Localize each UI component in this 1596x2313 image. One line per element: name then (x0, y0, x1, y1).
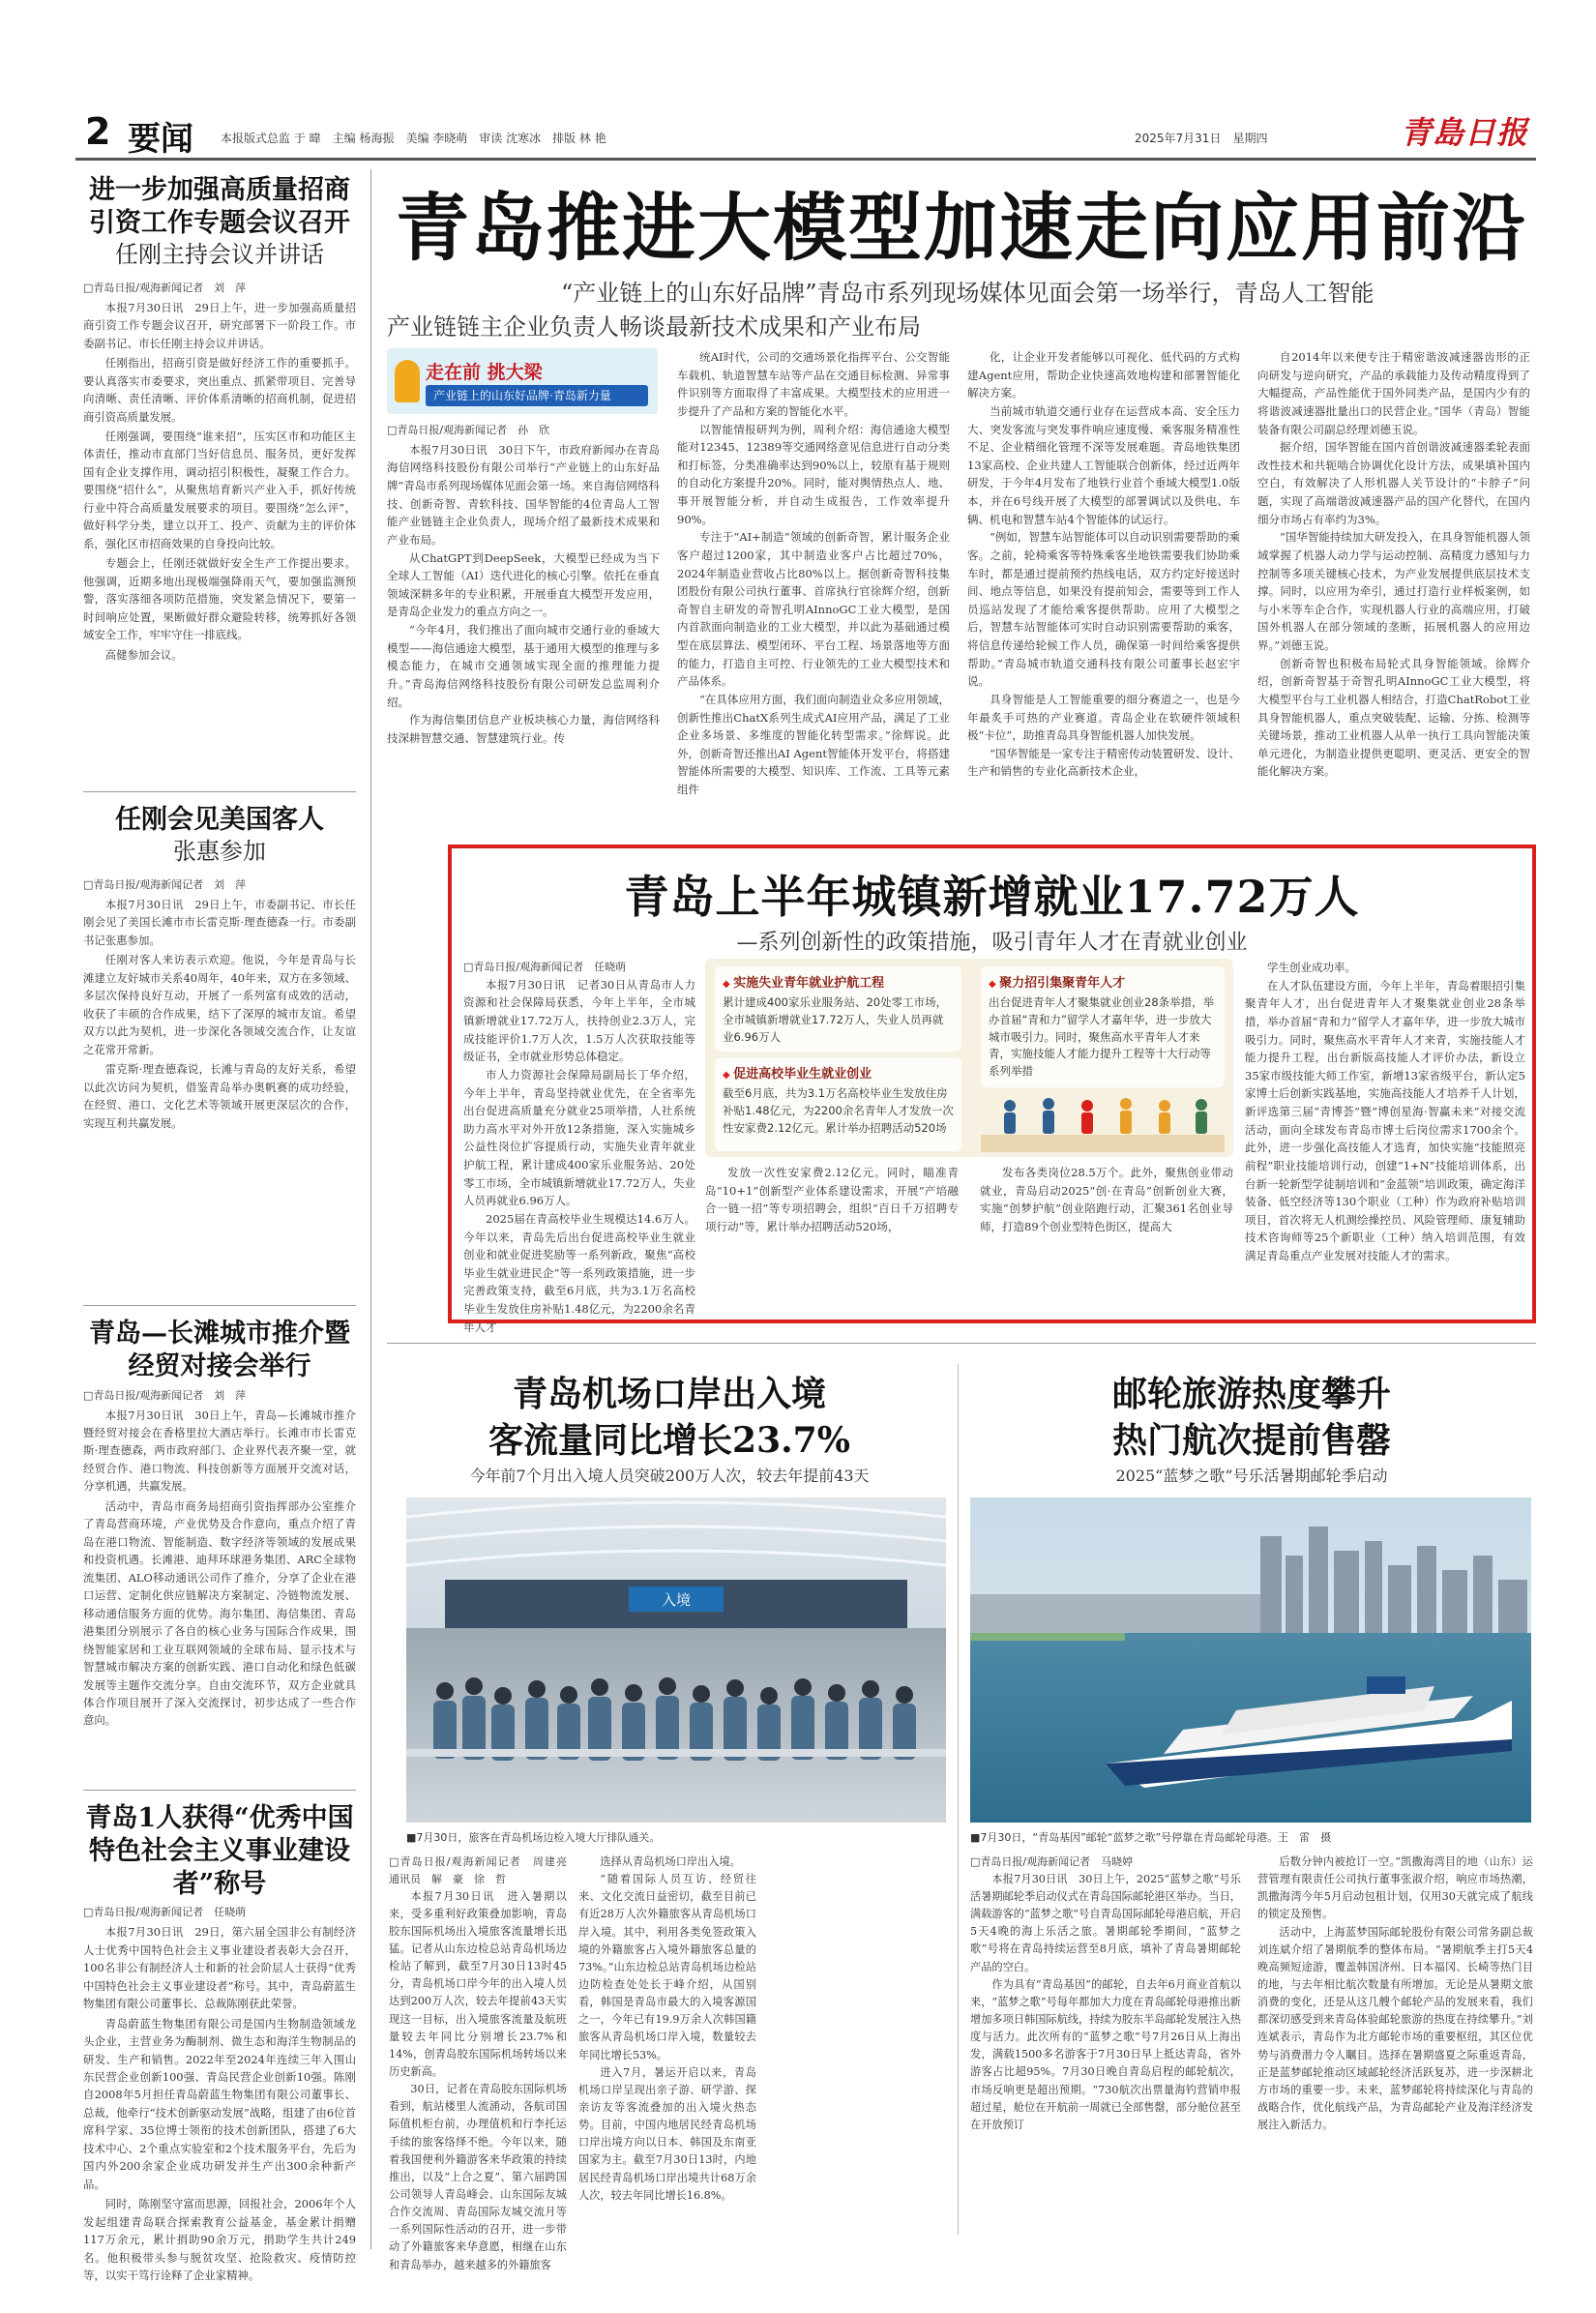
photo-sign-text: 入境 (661, 1591, 692, 1609)
newspaper-logo: 青島日报 (1401, 114, 1529, 151)
article-paragraph: 统AI时代，公司的交通场景化指挥平台、公交智能车载机、轨道智慧车站等产品在交通目标检测、异常事件识别等方面取得了丰富成果。大模型技术的应用进一步提升了产品和方案的智能化水平。 (677, 350, 950, 418)
article-paragraph: “国华智能持续加大研发投入，在具身智能机器人领域掌握了机器人动力学与运动控制、高精度力感知与力控制等多项关键核心技术，为产业发展提供底层技术支撑。同时，以应用为牵引，通过打造行业样板案例，如与小米等车企合作，实现机器人行业的高端应用，打破国外机器人在部分领域的垄断，拓展机器人的应用边界。”刘德玉说。 (1257, 530, 1530, 652)
article-paragraph: 本报7月30日讯 30日上午，青岛—长滩城市推介暨经贸对接会在香格里拉大酒店举行。长滩市市长雷克斯·理查德森，两市政府部门、企业界代表齐聚一堂，就经贸合作、港口物流、科技创新等方面展开交流对话，分享机遇，共赢发展。 (83, 1408, 356, 1494)
article-paragraph: 青岛蔚蓝生物集团有限公司是国内生物制造领域龙头企业，主营业务为酶制剂、微生态和海洋生物制品的研发、生产和销售。2022年至2024年连续三年入围山东民营企业创新100强、青岛民营企业创新10强。陈刚自2008年5月担任青岛蔚蓝生物集团有限公司董事长、总裁，他牵行“技术创新驱动发展”战略，组建了由6位首席科学家、35位博士领衔的技术创新团队，搭建了6大技术中心、2个重点实验室和2个技术服务平台，先后为国内外200余家企业成功研发并生产出300余种新产品。 (83, 2016, 356, 2191)
employment-column-4 (1245, 959, 1525, 1319)
article-byline: □青岛日报/观海新闻记者 孙 欣 (387, 424, 550, 436)
article-paragraph: 任刚对客人来访表示欢迎。他说，今年是青岛与长滩建立友好城市关系40周年，40年来，双方在多领域、多层次保持良好互动，开展了一系列富有成效的活动，收获了丰硕的合作成果，结下了深厚的城市友谊。希望双方以此为契机，进一步深化各领域交流合作，让友谊之花常开常新。 (83, 953, 356, 1056)
article-paragraph: “在具体应用方面，我们面向制造业众多应用领域，创新性推出ChatX系列生成式AI应用产品，满足了工业企业多场景、多维度的智能化转型需求。”徐辉说。此外，创新奇智还推出AI Agent智能体开发平台，将搭建智能体所需要的大模型、知识库、工作流、工具等元素组件 (677, 692, 950, 796)
infographic-card-text: 截至6月底，共为3.1万名高校毕业生发放住房补贴1.48亿元，为2200余名青年人才发放一次性安家费2.12亿元。累计举办招聘活动520场 (723, 1086, 954, 1135)
article-paragraph: “例如，智慧车站智能体可以自动识别需要帮助的乘客。之前，轮椅乘客等特殊乘客坐地铁需要我们协助乘车时，都是通过提前预约热线电话，双方约定好接送时间、地点等信息，如果没有提前知会，需要等到工作人员巡站发现了才能给乘客提供帮助。应用了大模型之后，智慧车站智能体可实时自动识别需要帮助的乘客，将信息传递给轮候工作人员，确保第一时间给乘客提供帮助。”青岛城市轨道交通科技有限公司董事长赵宏宇说。 (967, 530, 1240, 689)
article-paragraph: “今年4月，我们推出了面向城市交通行业的垂域大模型——海信通途大模型，基于通用大模型的推理与多模态能力，在城市交通领域实现全面的推理能力提升。”青岛海信网络科技股份有限公司研发总监周利介绍。 (387, 623, 660, 709)
article-paragraph: 本报7月30日讯 29日上午，市委副书记、市长任刚会见了美国长滩市市长雷克斯·理查德森一行。市委副书记张惠参加。 (83, 897, 356, 947)
main-article-column-2 (677, 348, 950, 832)
main-subheadline (387, 277, 1536, 344)
article-paragraph: 2025届在青高校毕业生规模达14.6万人。今年以来，青岛先后出台促进高校毕业生就业创业和就业促进奖励等一系列新政，聚焦“高校毕业生就业进民企”等一系列政策措施，进一步完善政策支持，截至6月底，共为3.1万名高校毕业生发放住房补贴1.48亿元，为2200余名青年人才 (463, 1211, 695, 1334)
article-headline: 青岛—长滩城市推介暨经贸对接会举行 (89, 1319, 350, 1381)
column-divider (958, 1364, 959, 2235)
article-paragraph: 当前城市轨道交通行业存在运营成本高、安全压力大、突发客流与突发事件响应速度慢、乘客服务精准性不足、企业精细化管理不深等发展难题。青岛地铁集团13家高校、企业共建人工智能联合创新体，经过近两年研发，于今年4月发布了地铁行业首个垂域大模型1.0版本，并在6号线开展了大模型的部署调试以及供电、车辆、机电和智慧车站4个智能体的试运行。 (967, 403, 1240, 526)
airport-column-1 (389, 1853, 577, 2271)
article-headline: 进一步加强高质量招商引资工作专题会议召开 (89, 175, 350, 238)
article-paragraph: 雷克斯·理查德森说，长滩与青岛的友好关系，希望以此次访问为契机，借鉴青岛举办奥帆赛的成功经验，在经贸、港口、文化艺术等领域开展更深层次的合作，实现互利共赢发展。 (83, 1062, 356, 1130)
main-article-column-1 (387, 348, 660, 832)
main-headline: 青岛推进大模型加速走向应用前沿 (396, 185, 1527, 271)
article-paragraph: 市人力资源社会保障局副局长丁华介绍，今年上半年，青岛坚持就业优先，在全省率先出台促进高质量充分就业25项举措，人社系统助力高水平对外开放12条措施，深入实施城乡公益性岗位扩容提质行动，实施失业青年就业护航工程，累计建成400家乐业服务站、20处零工市场，全市城镇新增就业17.72万人，失业人员再就业6.96万人。 (463, 1067, 695, 1208)
article-paragraph: 作为海信集团信息产业板块核心力量，海信网络科技深耕智慧交通、智慧建筑行业。传 (387, 713, 660, 745)
article-outstanding-builder (83, 1802, 356, 2283)
airport-headline-line: 青岛机场口岸出入境 (512, 1374, 826, 1414)
infographic-card (981, 966, 1225, 1087)
article-byline: □青岛日报/观海新闻记者 刘 萍 (83, 877, 247, 891)
airport-hall-photo (406, 1498, 946, 1823)
airport-headline (389, 1372, 950, 1464)
article-paragraph: 发放一次性安家费2.12亿元。同时，瞄准青岛“10+1”创新型产业体系建设需求，开展“产培融合一链一招”等专项招聘会，组织“百日千万招聘专项行动”等，累计举办招聘活动520场， (705, 1166, 959, 1233)
article-paragraph: 同时，陈刚坚守富而思源，回报社会，2006年个人发起组建青岛联合探索教育公益基金，基金累计捐赠117万余元，累计捐助90余万元，捐助学生共计249名。他积极带头参与脱贫攻坚、抢险救灾、疫情防控等，以实干笃行诠释了企业家精神。 (83, 2197, 356, 2283)
airport-photo-caption: ■7月30日，旅客在青岛机场边检入境大厅排队通关。 (406, 1831, 661, 1844)
article-paragraph: 活动中，青岛市商务局招商引资指挥部办公室推介了青岛营商环境，产业优势及合作意向，重点介绍了青岛在港口物流、智能制造、数字经济等领域的发展成果和投资机遇。长滩港、迪拜环球港务集团、ARC全球物流集团、ALO移动通讯公司作了推介，分享了企业在港口运营、定制化供应链解决方案制定、冷链物流发展、移动通信服务方面的优势。海尔集团、海信集团、青岛港集团分别展示了各自的核心业务与国际合作成果，围绕智能家居和工业互联网领域的全球布局、显示技术与智慧城市解决方案的创新实践、港口自动化和绿色低碳发展等主题作交流分享。自由交流环节，双方企业就具体合作项目展开了深入交流探讨，初步达成了一些合作意向。 (83, 1498, 356, 1728)
article-byline: □青岛日报/观海新闻记者 马晓婷 (970, 1855, 1134, 1868)
masthead (75, 108, 1536, 161)
article-paragraph: 任刚强调，要围绕“谁来招”，压实区市和功能区主体责任，推动市直部门当好信息员、服务员，更好发挥国有企业支撑作用，调动招引积极性，凝聚工作合力。要围绕“招什么”，从聚焦培育新兴产业入手，抓好传统行业中符合高质量发展要求的项目。要围绕“怎么评”，做好科学分类，建立以开工、投产、贡献为主的评价体系，强化区市招商效果的自身投向比较。 (83, 429, 356, 550)
article-paragraph: 后数分钟内被抢订一空。”凯撒海湾目的地（山东）运营管理有限责任公司执行董事张淑介绍，响应市场热潮，凯撒海湾今年5月启动包租计划，仅用30天就完成了航线的锁定及预售。 (1257, 1855, 1533, 1921)
article-subheadline: 任刚主持会议并讲话 (115, 240, 324, 268)
article-paragraph: 专注于“AI+制造”领域的创新奇智，累计服务企业客户超过1200家，其中制造业客户占比超过70%，2024年制造业营收占比80%以上。据创新奇智科技集团股份有限公司执行董事、首席执行官徐辉介绍，创新奇智自主研发的奇智孔明AInnoGC工业大模型，是国内首款面向制造业的工业大模型，并以此为基础通过模型在底层算法、模型闭环、平台工程、场景落地等方面的能力，打造自主可控、行业领先的工业大模型技术和产品体系。 (677, 530, 950, 689)
article-paragraph: 化，让企业开发者能够以可视化、低代码的方式构建Agent应用，帮助企业快速高效地构建和部署智能化解决方案。 (967, 350, 1240, 400)
badge-strip: 产业链上的山东好品牌·青岛新力量 (426, 385, 648, 406)
article-paragraph: 学生创业成功率。 (1267, 961, 1356, 974)
employment-infographic (705, 959, 1233, 1157)
infographic-card (715, 966, 961, 1052)
badge-emblem-icon (395, 360, 420, 402)
employment-headline: 青岛上半年城镇新增就业17.72万人 (624, 871, 1360, 923)
infographic-card-text: 累计建成400家乐业服务站、20处零工市场，全市城镇新增就业17.72万人，失业人员再就业6.96万人 (723, 995, 948, 1044)
article-byline: □青岛日报/观海新闻记者 任晓萌 (83, 1906, 247, 1919)
divider (83, 1305, 356, 1306)
cruise-headline (967, 1372, 1536, 1464)
airport-headline-line: 客流量同比增长23.7% (488, 1419, 850, 1461)
article-byline: □青岛日报/观海新闻记者 刘 萍 (83, 1388, 247, 1402)
article-paragraph: 专题会上，任刚还就做好安全生产工作提出要求。他强调，近期多地出现极端强降雨天气，要加强监测预警，落实落细各项防范措施，突发紧急情况下，要第一时间响应处置，果断做好群众避险转移，统筹抓好各领域安全工作，牢牢守住一排底线。 (83, 556, 356, 642)
badge-title: 走在前 挑大梁 (426, 362, 543, 383)
infographic-card (715, 1057, 961, 1151)
employment-article-frame (448, 845, 1536, 1334)
cruise-headline-line: 热门航次提前售罄 (1111, 1419, 1391, 1461)
article-paragraph: 本报7月30日讯 30日下午，市政府新闻办在青岛海信网络科技股份有限公司举行“产业链上的山东好品牌”青岛市系列现场媒体见面会第一场。来自海信网络科技、创新奇智、青软科技、国华智能的4位青岛人工智能产业链链主企业负责人，现场介绍了最新技术成果和产业布局。 (387, 442, 660, 547)
article-paragraph: 选择从青岛机场口岸出入境。 (600, 1855, 741, 1868)
article-paragraph: 从ChatGPT到DeepSeek，大模型已经成为当下全球人工智能（AI）迭代进化的核心引擎。依托在垂直领域深耕多年的专业积累，开展垂直大模型开发应用，是青岛企业发力的重点方向之一。 (387, 550, 660, 619)
article-paragraph: 创新奇智也积极布局轮式具身智能领域。徐辉介绍，创新奇智基于奇智孔明AInnoGC工业大模型，将大模型平台与工业机器人相结合，打造ChatRobot工业具身智能机器人，重点突破装配、运输、分拣、检测等关键场景，推动工业机器人从单一执行工具向智能决策单元进化，为制造业提供更聪明、更灵活、更安全的智能化解决方案。 (1257, 656, 1530, 779)
article-investment-meeting (83, 174, 356, 774)
article-paragraph: 本报7月30日讯 进入暑期以来，受多重利好政策叠加影响，青岛胶东国际机场出入境旅客流量增长迅猛。记者从山东边检总站青岛机场边检站了解到，截至7月30日13时45分，青岛机场口岸今年的出入境人员达到200万人次，较去年提前43天实现这一目标，出入境旅客流量及航班量较去年同比分别增长23.7%和14%，创青岛胶东国际机场转场以来历史新高。 (389, 1889, 567, 2079)
infographic-card-text: 出台促进青年人才聚集就业创业28条举措，举办首届“青和力”留学人才嘉年华，进一步放大城市吸引力。同时，聚焦高水平青年人才来青，实施技能人才能力提升工程等十大行动等系列举措 (989, 995, 1215, 1079)
article-paragraph: 任刚指出，招商引资是做好经济工作的重要抓手。要认真落实市委要求，突出重点、抓紧带项目、完善导向清晰、责任清晰、评价体系清晰的招商机制，促进招商引资高质量发展。 (83, 356, 356, 424)
editorial-credits: 本报版式总监 于 暐 主编 杨海振 美编 李晓萌 审读 沈寒冰 排版 林 艳 (221, 132, 606, 145)
article-paragraph: 本报7月30日讯 记者30日从青岛市人力资源和社会保障局获悉，今年上半年，全市城镇新增就业17.72万人，扶持创业2.3万人，完成技能评价1.7万人次，1.5万人次获取技能等级证书，全市就业形势总体稳定。 (463, 977, 695, 1064)
article-paragraph: 活动中，上海蓝梦国际邮轮股份有限公司常务副总裁刘连斌介绍了暑期航季的整体布局。“暑期航季主打5天4晚高频短途游，覆盖韩国济州、日本福冈、长崎等热门目的地，与去年相比航次数量有所增加。无论是从暑期文旅消费的变化，还是从这几艘个邮轮产品的发展来看，我们都深切感受到来青岛体验邮轮旅游的热度在持续攀升。”刘连斌表示，青岛作为北方邮轮市场的重要枢纽，其区位优势与消费潜力令人瞩目。选择在暑期盛夏之际重返青岛，正是蓝梦邮轮推动区域邮轮经济活跃复苏，进一步深耕北方市场的重要一步。未来，蓝梦邮轮将持续深化与青岛的战略合作，优化航线产品，为青岛邮轮产业及海洋经济发展注入新活力。 (1257, 1925, 1533, 2132)
article-paragraph: 进入7月，暑运开启以来，青岛机场口岸呈现出亲子游、研学游、探亲访友等客流叠加的出入境火热态势。目前，中国内地居民经青岛机场口岸出境方向以日本、韩国及东南亚国家为主。截至7月30日13时，内地居民经青岛机场口岸出境共计68万余人次，较去年同比增长16.8%。 (578, 2065, 756, 2202)
cruise-headline-line: 邮轮旅游热度攀升 (1111, 1374, 1391, 1414)
airport-column-2 (578, 1853, 756, 2260)
article-headline: 任刚会见美国客人 (115, 805, 324, 835)
employment-column-3 (980, 1164, 1233, 1319)
main-article-column-3 (967, 348, 1240, 832)
article-paragraph: 具身智能是人工智能重要的细分赛道之一，也是今年最炙手可热的产业赛道。青岛企业在软硬件领域积极“卡位”，助推青岛具身智能机器人加快发展。 (967, 692, 1240, 743)
cruise-subheadline: 2025“蓝梦之歌”号乐活暑期邮轮季启动 (1115, 1467, 1388, 1485)
divider (83, 1790, 356, 1791)
left-column (83, 174, 356, 2283)
article-subheadline: 张惠参加 (173, 837, 266, 865)
airport-photo (406, 1498, 946, 1823)
article-byline: □青岛日报/观海新闻记者 刘 萍 (83, 281, 247, 294)
page-section-title: 要闻 (128, 120, 193, 159)
article-byline: □青岛日报/观海新闻记者 任晓萌 (463, 961, 627, 973)
airport-subheadline: 今年前7个月出入境人员突破200万人次，较去年提前43天 (469, 1467, 870, 1485)
page-number: 2 (85, 110, 111, 153)
article-paragraph: “国华智能是一家专注于精密传动装置研发、设计、生产和销售的专业化高新技术企业， (967, 746, 1240, 779)
article-paragraph: 作为具有“青岛基因”的邮轮，自去年6月商业首航以来，“蓝梦之歌”号每年都加大力度在青岛邮轮母港推出新增加多项日韩国际航线，持续为胶东半岛邮轮发展注入热度与活力。此次所有的“蓝梦之歌”号7月26日从上海出发，满载1500多名游客于7月30日早上抵达青岛，省外游客占比超95%。7月30日晚自青岛启程的邮轮航次，市场反响更是超出预期。“730航次出票量海钓营销申报超过星，舱位在开航前一周就已全部售罄，部分舱位甚至在开放预订 (970, 1977, 1241, 2131)
main-subheadline-line: 产业链链主企业负责人畅谈最新技术成果和产业布局 (387, 312, 921, 341)
infographic-people-illustration (981, 1092, 1225, 1152)
article-paragraph: 本报7月30日讯 30日上午，2025“蓝梦之歌”号乐活暑期邮轮季启动仪式在青岛国际邮轮港区举办。当日，满载游客的“蓝梦之歌”号自青岛国际邮轮母港启航，开启5天4晚的海上乐活之旅。暑期邮轮季期间，“蓝梦之歌”号将在青岛持续运营至8月底，填补了青岛暑期邮轮产品的空白。 (970, 1872, 1241, 1973)
article-paragraph: “随着国际人员互访、经贸往来、文化交流日益密切，截至目前已有近28万人次外籍旅客从青岛机场口岸入境。其中，利用各类免签政策入境的外籍旅客占入境外籍旅客总量的73%。”山东边检总站青岛机场边检站边防检查处处长于峰介绍，从国别看，韩国是青岛市最大的入境客源国之一，今年已有19.9万余人次韩国籍旅客从青岛机场口岸入境，数量较去年同比增长53%。 (578, 1873, 756, 2061)
article-paragraph: 以智能情报研判为例，周利介绍：海信通途大模型能对12345、12389等交通网络意见信息进行自动分类和打标签，分类准确率达到90%以上，较原有基于规则的自动化方案提升20%。同时，能对舆情热点人、地、事开展智能分析，并自动生成报告，工作效率提升90%。 (677, 422, 950, 526)
article-paragraph: 高健参加会议。 (104, 647, 183, 662)
article-paragraph: 30日，记者在青岛胶东国际机场看到，航站楼里人流涌动，各航司国际值机柜台前，办理值机和行李托运手续的旅客络绎不绝。今年以来，随着我国便利外籍游客来华政策的持续推出，以及“上合之夏”、第六届跨国公司领导人青岛峰会、山东国际友城合作交流周、青岛国际友城交流月等一系列国际性活动的召开，进一步带动了外籍旅客来华意愿，相继在山东和青岛举办，越来越多的外籍旅客 (389, 2083, 567, 2271)
divider (83, 791, 356, 792)
cruise-column-2 (1257, 1853, 1533, 2260)
infographic-card-title: ◆ 聚力招引集聚青年人才 (989, 972, 1217, 991)
article-meeting-us-guests (83, 804, 356, 1288)
article-paragraph: 发布各类岗位28.5万个。此外，聚焦创业带动就业，青岛启动2025“创·在青岛”创新创业大赛，实施“创梦护航”创业陪跑行动，汇聚361名创业导师，打造89个创业型特色街区，提高大 (980, 1166, 1233, 1233)
column-divider (370, 169, 371, 2249)
article-long-beach-promotion (83, 1318, 356, 1772)
employment-column-1 (463, 959, 695, 1334)
infographic-card-title: ◆ 实施失业青年就业护航工程 (723, 972, 954, 991)
article-paragraph: 据介绍，国华智能在国内首创谐波减速器柔轮表面改性技术和共轭啮合协调优化设计方法，成果填补国内空白，有效解决了人形机器人关节设计的“卡脖子”问题，实现了高端谐波减速器产品的国产化替代，在国内细分市场占有率约为3%。 (1257, 440, 1530, 526)
publication-date: 2025年7月31日 星期四 (1135, 132, 1268, 145)
main-article-body (387, 348, 1536, 832)
cruise-column-1 (970, 1853, 1241, 2260)
article-paragraph: 本报7月30日讯 29日上午，进一步加强高质量招商引资工作专题会议召开，研究部署下一阶段工作。市委副书记、市长任刚主持会议并讲话。 (83, 300, 356, 350)
article-headline: 青岛1人获得“优秀中国特色社会主义事业建设者”称号 (85, 1803, 354, 1899)
cruise-ship-photo (970, 1498, 1531, 1823)
employment-subheadline: —系列创新性的政策措施，吸引青年人才在青就业创业 (736, 931, 1248, 955)
divider (387, 1343, 1536, 1344)
article-paragraph: 本报7月30日讯 29日，第六届全国非公有制经济人士优秀中国特色社会主义事业建设者表彰大会召开，100名非公有制经济人士和新的社会阶层人士获得“优秀中国特色社会主义事业建设者”称号。其中，青岛蔚蓝生物集团有限公司董事长、总裁陈刚获此荣誉。 (83, 1925, 356, 2011)
main-subheadline-line: “产业链上的山东好品牌”青岛市系列现场媒体见面会第一场举行，青岛人工智能 (561, 280, 1374, 307)
cruise-photo-caption: ■7月30日，“青岛基因”邮轮“蓝梦之歌”号停靠在青岛邮轮母港。王 雷 摄 (970, 1831, 1332, 1844)
article-paragraph: 自2014年以来便专注于精密谐波减速器齿形的正向研发与逆向研究，产品的承载能力及传动精度得到了大幅提高，产品性能优于国外同类产品，是国内少有的将谐波减速器批量出口的民营企业。”国华（青岛）智能装备有限公司副总经理刘德玉说。 (1257, 350, 1530, 436)
employment-column-2 (705, 1164, 959, 1319)
cruise-photo (970, 1498, 1531, 1823)
infographic-card-title: ◆ 促进高校毕业生就业创业 (723, 1063, 954, 1082)
column-badge (387, 348, 658, 414)
main-article-column-4 (1257, 348, 1530, 832)
article-byline: □青岛日报/观海新闻记者 周建亮 通讯员 解 豪 徐 哲 (389, 1855, 577, 1885)
article-paragraph: 在人才队伍建设方面，今年上半年，青岛着眼招引集聚青年人才，出台促进青年人才聚集就业创业28条举措，举办首届“青和力”留学人才嘉年华，进一步放大城市吸引力。同时，聚焦高水平青年人才来青，实施技能人才能力提升工程，出台新版高技能人才评价办法，新设立35家市级技能大师工作室，新增13家省级平台，新认定5家博士后创新实践基地，实施高技能人才培养千人计划，新评选第三届“青博荟”暨“博创星海·智赢未来”对接交流活动，面向全球发布青岛市博士后岗位需求1700余个。此外，进一步强化高技能人才选育，加快实施“技能照亮前程”职业技能培训行动，创建“1+N”技能培训体系，出台新一轮新型学徒制培训和“金蓝领”培训政策，确定海洋装备、低空经济等130个职业（工种）作为政府补贴培训项目，首次将无人机测绘操控员、风险管理师、康复辅助技术咨询师等25个新职业（工种）纳入培训范围，有效满足青岛重点产业发展对技能人才的需求。 (1245, 978, 1525, 1262)
